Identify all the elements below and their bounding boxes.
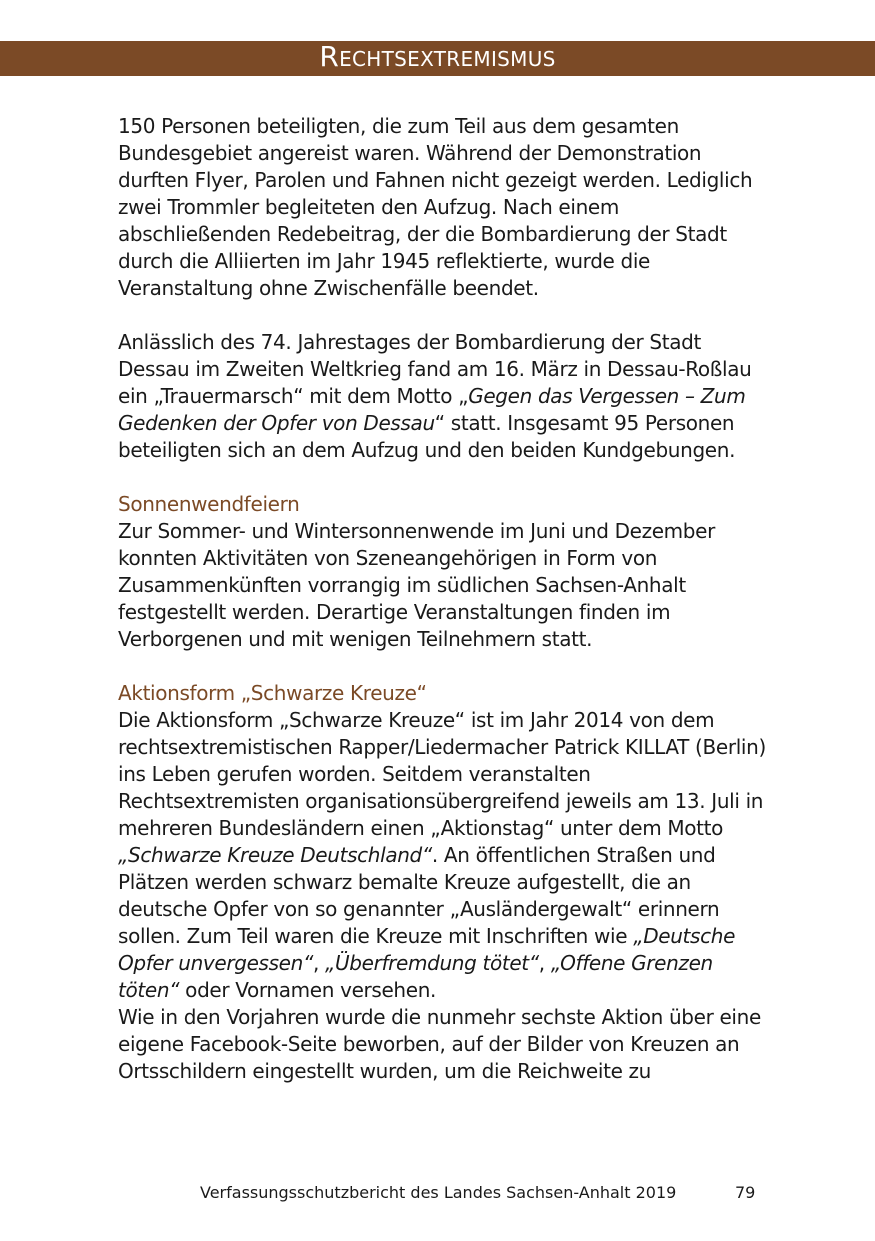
chapter-header-band bbox=[0, 41, 875, 76]
motto-text: Gegen das Vergessen – Zum Gedenken der Opfer von Dessau bbox=[118, 384, 746, 435]
chapter-title: Rechtsextremismus bbox=[319, 40, 556, 73]
footer-source: Verfassungsschutzbericht des Landes Sachsen-Anhalt 2019 bbox=[200, 1183, 677, 1202]
paragraph-trauermarsch: Anlässlich des 74. Jahrestages der Bombardierung der Stadt Dessau im Zweiten Weltkrieg fand am 16. März in Dessau-Roßlau ein „Trauermarsch“ mit dem Motto „Gegen das Vergessen – Zum Gedenken der Opfer von Dessau“ statt. Insgesamt 95 Personen beteiligten sich an dem Aufzug und den beiden Kundgebungen. bbox=[118, 330, 752, 462]
paragraph-demonstration: 150 Personen beteiligten, die zum Teil aus dem gesamten Bundesgebiet angereist waren. Während der Demonstration durften Flyer, Parolen und Fahnen nicht gezeigt werden. Lediglich zwei Trommler begleiteten den Aufzug. Nach einem abschließenden Redebeitrag, der die Bombardierung der Stadt durch die Alliierten im Jahr 1945 reflektierte, wurde die Veranstaltung ohne Zwischenfälle beendet. bbox=[118, 114, 753, 300]
subheading-schwarze-kreuze: Aktionsform „Schwarze Kreuze“ bbox=[118, 681, 427, 705]
inscription-text: „Deutsche Opfer unvergessen“ bbox=[118, 924, 736, 975]
body-text bbox=[118, 113, 768, 1085]
paragraph-sonnenwende: Zur Sommer- und Wintersonnenwende im Juni und Dezember konnten Aktivitäten von Szeneangehörigen in Form von Zusammenkünften vorrangig im südlichen Sachsen-Anhalt festgestellt werden. Derartige Veranstaltungen finden im Verborgenen und mit wenigen Teilnehmern statt. bbox=[118, 519, 715, 651]
paragraph-schwarze-kreuze: Die Aktionsform „Schwarze Kreuze“ ist im Jahr 2014 von dem rechtsextremistischen Rapper/Liedermacher Patrick KILLAT (Berlin) ins Leben gerufen worden. Seitdem veranstalten Rechtsextremisten organisationsübergreifend jeweils am 13. Juli in mehreren Bundesländern einen „Aktionstag“ unter dem Motto „Schwarze Kreuze Deutschland“. An öffentlichen Straßen und Plätzen werden schwarz bemalte Kreuze aufgestellt, die an deutsche Opfer von so genannter „Ausländergewalt“ erinnern sollen. Zum Teil waren die Kreuze mit Inschriften wie „Deutsche Opfer unvergessen“, „Überfremdung tötet“, „Offene Grenzen töten“ oder Vornamen versehen. bbox=[118, 708, 766, 1002]
inscription-text: „Überfremdung tötet“ bbox=[324, 951, 539, 975]
subheading-sonnenwendfeiern: Sonnenwendfeiern bbox=[118, 492, 300, 516]
motto-text: „Schwarze Kreuze Deutschland“ bbox=[118, 843, 432, 867]
paragraph-facebook: Wie in den Vorjahren wurde die nunmehr sechste Aktion über eine eigene Facebook-Seite beworben, auf der Bilder von Kreuzen an Ortsschildern eingestellt wurden, um die Reichweite zu bbox=[118, 1005, 761, 1083]
page-number: 79 bbox=[735, 1183, 756, 1202]
inscription-text: „Offene Grenzen töten“ bbox=[118, 951, 713, 1002]
